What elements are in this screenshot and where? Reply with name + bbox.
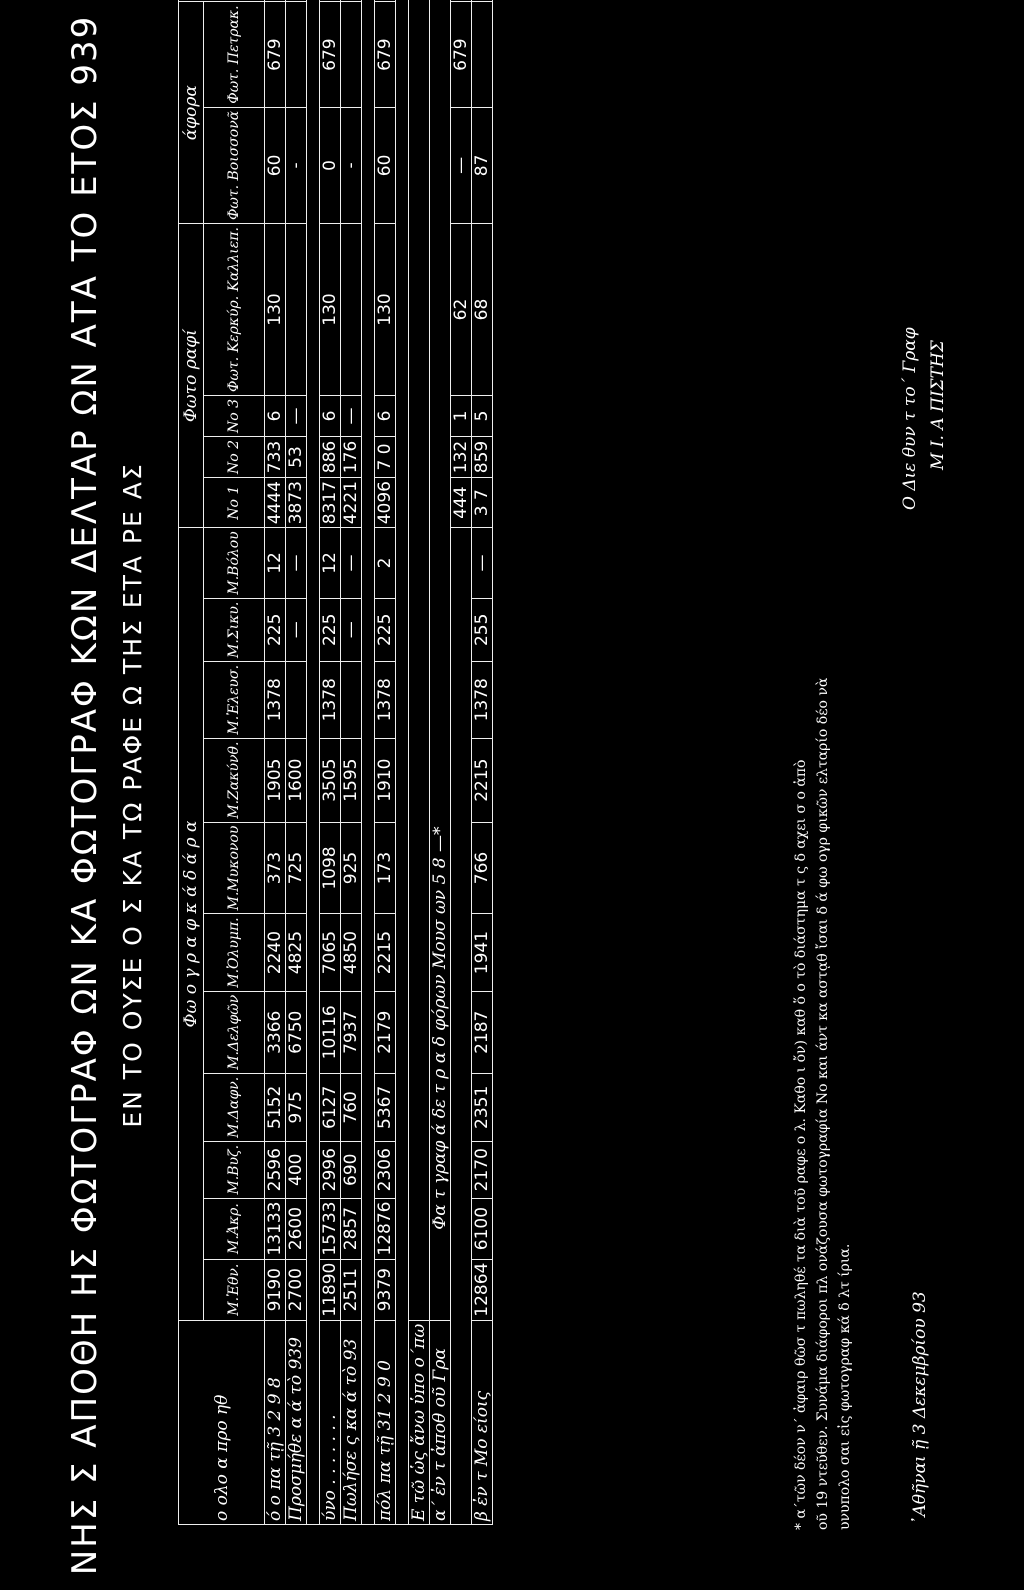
page-title: ΝΗΣ Σ ΑΠΟΘΗ ΗΣ ΦΩΤΟΓΡΑΦ ΩΝ ΚΑ ΦΩΤΟΓΡΑΦ ΚΩΝ ΔΕΛΤΑΡ ΩΝ ΑΤΑ ΤΟ ΕΤΟΣ 939 — [65, 14, 105, 1576]
row-label: Πωλήσε ς κα ά τὸ 93 — [341, 1320, 362, 1524]
table-cell: 1 — [451, 395, 472, 436]
table-cell: 3 7 — [472, 478, 493, 528]
group-header-photos: Φωτο ραφί — [179, 224, 204, 528]
table-cell: 87 — [472, 107, 493, 223]
table-row — [265, 0, 286, 1525]
table-cell: 3366 — [265, 991, 286, 1073]
table-cell: 130 — [375, 224, 396, 396]
column-header: Μ.Βυζ. — [204, 1141, 265, 1198]
signature-place-date: ᾿Αθῆναι ῇ 3 Δεκεμβρίου 93 — [910, 1291, 930, 1525]
row-label: Ε τῶ ὡς ἄνω ὑπο ο´πω — [409, 1320, 430, 1524]
table-cell: 5367 — [375, 1073, 396, 1141]
table-cell: 975 — [286, 1073, 307, 1141]
table-cell — [341, 224, 362, 396]
column-header: Μ.Ἐθν. — [204, 1259, 265, 1320]
table-body — [179, 0, 493, 1525]
table-cell: 173 — [375, 822, 396, 914]
table-cell: 1595 — [341, 738, 362, 822]
footnote-line-3: υνυπολο σαι εἰς φωτογραφ κά δ λτ ίρια. — [837, 1243, 853, 1530]
table-cell: 13133 — [265, 1198, 286, 1259]
spacer-row — [362, 0, 375, 1525]
group-header-cards: Φω ο γ ρ α φ κ ά δ ά ρ α — [179, 528, 204, 1320]
table-cell: 130 — [265, 224, 286, 396]
table-cell: 1941 — [472, 914, 493, 991]
table-cell: 2996 — [320, 1141, 341, 1198]
table-cell: 8317 — [320, 478, 341, 528]
table-cell: 68 — [472, 224, 493, 396]
column-header: Νο 1 — [204, 478, 265, 528]
table-cell: — — [341, 395, 362, 436]
row-label: α´ ἐν τ ἀποθ οῦ Γρα — [430, 1320, 451, 1524]
table-row — [375, 0, 396, 1525]
table-cell: 5 — [472, 395, 493, 436]
table-cell: 2187 — [472, 991, 493, 1073]
table-cell: 1905 — [265, 738, 286, 822]
row-label: πόλ πα τῇ 31 2 9 0 — [375, 1320, 396, 1524]
table-row — [472, 0, 493, 1525]
group-header-afora: άφορα — [179, 2, 204, 224]
column-header: Μ.Μυκονου — [204, 822, 265, 914]
table-cell: 6100 — [472, 1198, 493, 1259]
table-cell: 4444 — [265, 478, 286, 528]
table-cell: 679 — [375, 2, 396, 107]
group-header-row — [179, 0, 204, 1525]
table-row — [409, 0, 430, 1525]
span-cell — [409, 0, 430, 1320]
table-cell: 53 — [286, 436, 307, 477]
table-cell: 6127 — [320, 1073, 341, 1141]
table-cell: 400 — [286, 1141, 307, 1198]
column-header: Μ.Δελφῶν — [204, 991, 265, 1073]
table-cell — [286, 661, 307, 738]
table-cell: 2215 — [472, 738, 493, 822]
table-cell: 2 — [375, 528, 396, 598]
table-cell: 1378 — [375, 661, 396, 738]
footnote-line-1: * α´τῶν δέον ν´ ἀφαιρ θῶσ τ πωληθέ τα διὰ τοῦ ραφε ο λ. Καθο ι ὄν) καθ ὅ ο τὸ διάστημα τ ς δ αχει σ ο ἀπὸ — [793, 759, 809, 1530]
table-cell: 4850 — [341, 914, 362, 991]
table-cell: 2170 — [472, 1141, 493, 1198]
table-cell: 2215 — [375, 914, 396, 991]
table-cell: — — [286, 598, 307, 661]
table-cell: 2179 — [375, 991, 396, 1073]
table-cell: 2240 — [265, 914, 286, 991]
table-cell: 4825 — [286, 914, 307, 991]
table-cell: 886 — [320, 436, 341, 477]
table-cell: 5152 — [265, 1073, 286, 1141]
table-cell: 225 — [320, 598, 341, 661]
remarks-cell — [320, 0, 341, 2]
corner-header: ο ολο α προ ηθ — [179, 1320, 265, 1524]
table-cell: 1910 — [375, 738, 396, 822]
remarks-cell — [341, 0, 362, 2]
table-cell: 2306 — [375, 1141, 396, 1198]
spacer-cell — [307, 0, 320, 1525]
spacer-row — [307, 0, 320, 1525]
table-cell: 1378 — [320, 661, 341, 738]
table-cell: 7 0 — [375, 436, 396, 477]
column-header: Μ.Σικυ. — [204, 598, 265, 661]
table-cell: 2596 — [265, 1141, 286, 1198]
table-cell: 15733 — [320, 1198, 341, 1259]
table-cell: 444 — [451, 478, 472, 528]
table-cell: 690 — [341, 1141, 362, 1198]
inventory-table — [178, 0, 493, 1525]
table-cell — [472, 2, 493, 107]
table-cell: 3505 — [320, 738, 341, 822]
table-cell: - — [286, 107, 307, 223]
column-header: Φωτ. Βοισσονᾶ — [204, 107, 265, 223]
table-cell — [286, 224, 307, 396]
table-cell: 12 — [320, 528, 341, 598]
table-cell: 176 — [341, 436, 362, 477]
row-label: β ἐν τ Μο είοις — [472, 1320, 493, 1524]
column-header: Μ.Δαφν. — [204, 1073, 265, 1141]
table-cell: 2511 — [341, 1259, 362, 1320]
table-cell: 766 — [472, 822, 493, 914]
column-header: Φωτ. Πετρακ. — [204, 2, 265, 107]
table-cell: - — [341, 107, 362, 223]
table-cell: — — [286, 395, 307, 436]
remarks-cell — [286, 0, 307, 2]
row-label: Προσμήθε α ά τὸ 939 — [286, 1320, 307, 1524]
table-cell: 60 — [375, 107, 396, 223]
table-cell: 679 — [265, 2, 286, 107]
table-cell: 6 — [375, 395, 396, 436]
table-cell: 12864 — [472, 1259, 493, 1320]
table-cell: — — [286, 528, 307, 598]
table-row — [430, 0, 451, 1525]
table-cell: 225 — [375, 598, 396, 661]
table-cell: 4096 — [375, 478, 396, 528]
span-cell: Φα τ γραφ ά δε τ ρ α δ φόρων Μουσ ων 5 8 —* — [430, 0, 451, 1320]
table-cell — [341, 661, 362, 738]
table-cell: 132 — [451, 436, 472, 477]
remarks-cell — [451, 0, 472, 2]
table-row — [451, 0, 472, 1525]
table-cell: 859 — [472, 436, 493, 477]
table-cell: 1600 — [286, 738, 307, 822]
table-cell: 3873 — [286, 478, 307, 528]
column-header: Μ.Ὀλυμπ. — [204, 914, 265, 991]
column-header: Φωτ. Κερκύρ. Καλλιεπ. — [204, 224, 265, 396]
footnote-line-2: οῦ 19 ντεῦθεν. Συνάμα διάφοροι πλ ονάζουσα φωτογραφία Νο και άντ κα αστᾳθ ἴσαι δ ά φω ογρ φικῶν ελταρίο δέο νὰ — [815, 677, 831, 1530]
table-row — [286, 0, 307, 1525]
column-header: Νο 3 — [204, 395, 265, 436]
table-cell: 760 — [341, 1073, 362, 1141]
table-cell: 725 — [286, 822, 307, 914]
signature-name: Μ Ι. Α ΠΙΣΤΗΣ — [928, 340, 948, 470]
table-cell: 10116 — [320, 991, 341, 1073]
table-cell: — — [341, 528, 362, 598]
remarks-cell — [375, 0, 396, 2]
remarks-cell — [472, 0, 493, 2]
table-cell: 7065 — [320, 914, 341, 991]
table-cell: 62 — [451, 224, 472, 396]
column-header: Νο 2 — [204, 436, 265, 477]
column-header: Μ.Βόλου — [204, 528, 265, 598]
table-cell: — — [341, 598, 362, 661]
table-cell: 925 — [341, 822, 362, 914]
table-cell: 6 — [320, 395, 341, 436]
table-cell: 0 — [320, 107, 341, 223]
table-cell: 7937 — [341, 991, 362, 1073]
table-cell: 679 — [451, 2, 472, 107]
table-cell: 9190 — [265, 1259, 286, 1320]
table-cell: 2700 — [286, 1259, 307, 1320]
blank-cell — [451, 528, 472, 1525]
table-cell: 12 — [265, 528, 286, 598]
table-cell: 373 — [265, 822, 286, 914]
table-cell: 679 — [320, 2, 341, 107]
table-cell: 6750 — [286, 991, 307, 1073]
row-label: ύνο . . . . . . . — [320, 1320, 341, 1524]
column-header: Μ.Ἐλευσ. — [204, 661, 265, 738]
column-header: Μ.Ἀκρ. — [204, 1198, 265, 1259]
table-cell: 60 — [265, 107, 286, 223]
table-cell: 733 — [265, 436, 286, 477]
table-cell: 11890 — [320, 1259, 341, 1320]
table-cell: 2351 — [472, 1073, 493, 1141]
signature-title: Ο Διε θυν τ το´ Γραφ — [900, 327, 920, 510]
spacer-cell — [362, 0, 375, 1525]
table-cell — [286, 2, 307, 107]
table-cell: 225 — [265, 598, 286, 661]
table-cell: 9379 — [375, 1259, 396, 1320]
column-header-row — [204, 0, 265, 1525]
table-cell: — — [451, 107, 472, 223]
table-row — [341, 0, 362, 1525]
table-cell: 2857 — [341, 1198, 362, 1259]
table-cell: 2600 — [286, 1198, 307, 1259]
table-cell: 130 — [320, 224, 341, 396]
table-cell: 1378 — [265, 661, 286, 738]
table-cell: — — [472, 528, 493, 598]
remarks-cell — [265, 0, 286, 2]
spacer-row — [396, 0, 409, 1525]
table-cell: 1098 — [320, 822, 341, 914]
footnotes — [790, 50, 856, 1530]
spacer-cell — [396, 0, 409, 1525]
table-cell: 12876 — [375, 1198, 396, 1259]
table-row — [320, 0, 341, 1525]
row-label: ό ο πα τῇ 3 2 9 8 — [265, 1320, 286, 1524]
table-cell — [341, 2, 362, 107]
table-cell: 6 — [265, 395, 286, 436]
column-header: Μ.Ζακύνθ. — [204, 738, 265, 822]
table-cell: 255 — [472, 598, 493, 661]
table-cell: 1378 — [472, 661, 493, 738]
table-cell: 4221 — [341, 478, 362, 528]
page-subtitle: ΕΝ ΤΟ ΟΥΣΕ Ο Σ ΚΑ ΤΩ ΡΑΦΕ Ω ΤΗΣ ΕΤΑ ΡΕ ΑΣ — [118, 462, 147, 1128]
